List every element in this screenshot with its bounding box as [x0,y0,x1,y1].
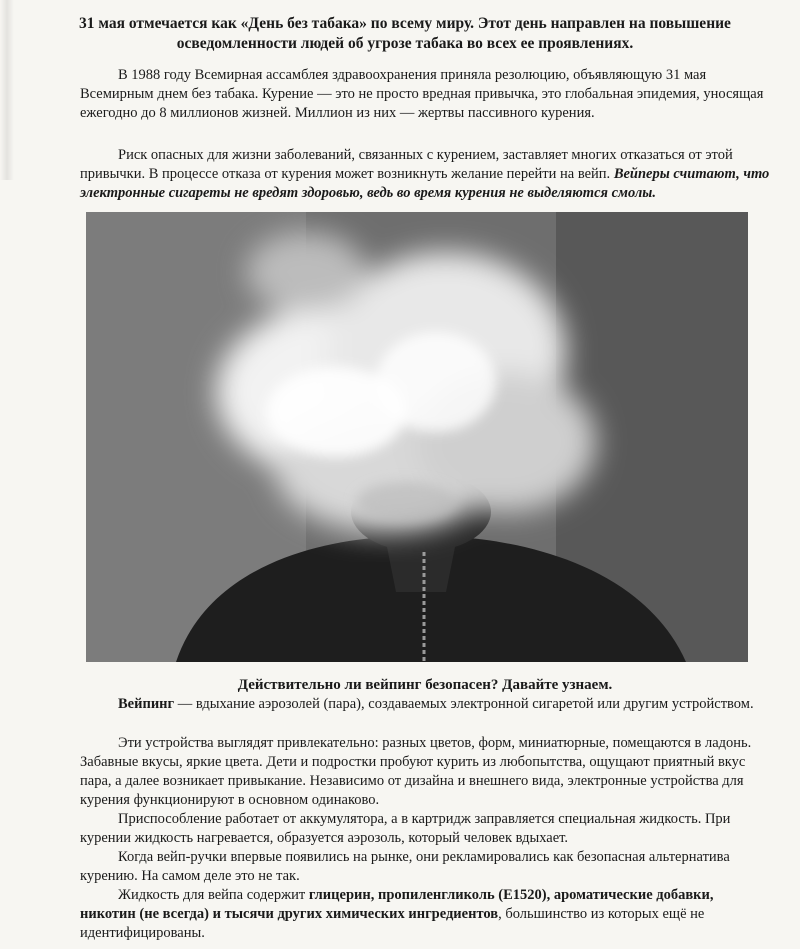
paragraph-mechanism: Приспособление работает от аккумулятора, а в картридж заправляется специальная жидкость. При курении жидкость нагревается, образуется аэрозоль, который человек вдыхает. [80,811,731,846]
paragraph-risk [80,146,770,203]
ingredients-intro: Жидкость для вейпа содержит [118,887,309,903]
ingredients-list: глицерин, пропиленгликоль (Е1520), ароматические добавки, никотин (не всегда) и тысячи других химических ингредиентов [80,887,714,922]
definition-term: Вейпинг [118,696,175,712]
paragraph-myth: Когда вейп-ручки впервые появились на рынке, они рекламировались как безопасная альтернатива курению. На самом деле это не так. [80,849,730,884]
ingredients-end: , большинство из которых ещё не идентифицированы. [80,906,705,941]
paragraph-history: В 1988 году Всемирная ассамблея здравоохранения приняла резолюцию, объявляющую 31 мая Всемирным днем без табака. Курение — это не просто вредная привычка, это глобальная эпидемия, уносящая ежегодно до 8 миллионов жизней. Миллион из них — жертвы пассивного курения. [80,67,764,121]
page-heading: 31 мая отмечается как «День без табака» по всему миру. Этот день направлен на повышение осведомленности людей об угрозе табака во всех ее проявлениях. [79,15,731,52]
paragraph-risk-text: Риск опасных для жизни заболеваний, связанных с курением, заставляет многих отказаться от этой привычки. В процессе отказа от курения может возникнуть желание перейти на вейп. [80,147,733,182]
section-title: Действительно ли вейпинг безопасен? Давайте узнаем. [237,677,613,693]
paragraph-ingredients [80,886,770,943]
paragraph-appearance: Эти устройства выглядят привлекательно: разных цветов, форм, миниатюрные, помещаются в ладонь. Забавные вкусы, яркие цвета. Дети и подростки пробуют курить из любопытства, ощущают приятный вкус пара, а далее возникает привыкание. Независимо от дизайна и внешнего вида, электронные устройства для курения функционируют в основном одинаково. [80,735,752,808]
paragraph-risk-emphasis: Вейперы считают, что электронные сигареты не вредят здоровью, ведь во время курения не выделяются смолы. [80,166,770,201]
definition-text: — вдыхание аэрозолей (пара), создаваемых электронной сигаретой или другим устройством. [174,696,754,712]
scan-artifact [0,0,14,180]
smoke-photo-illustration [86,212,748,662]
paragraph-definition [80,695,770,714]
smoke-photo [86,212,748,662]
